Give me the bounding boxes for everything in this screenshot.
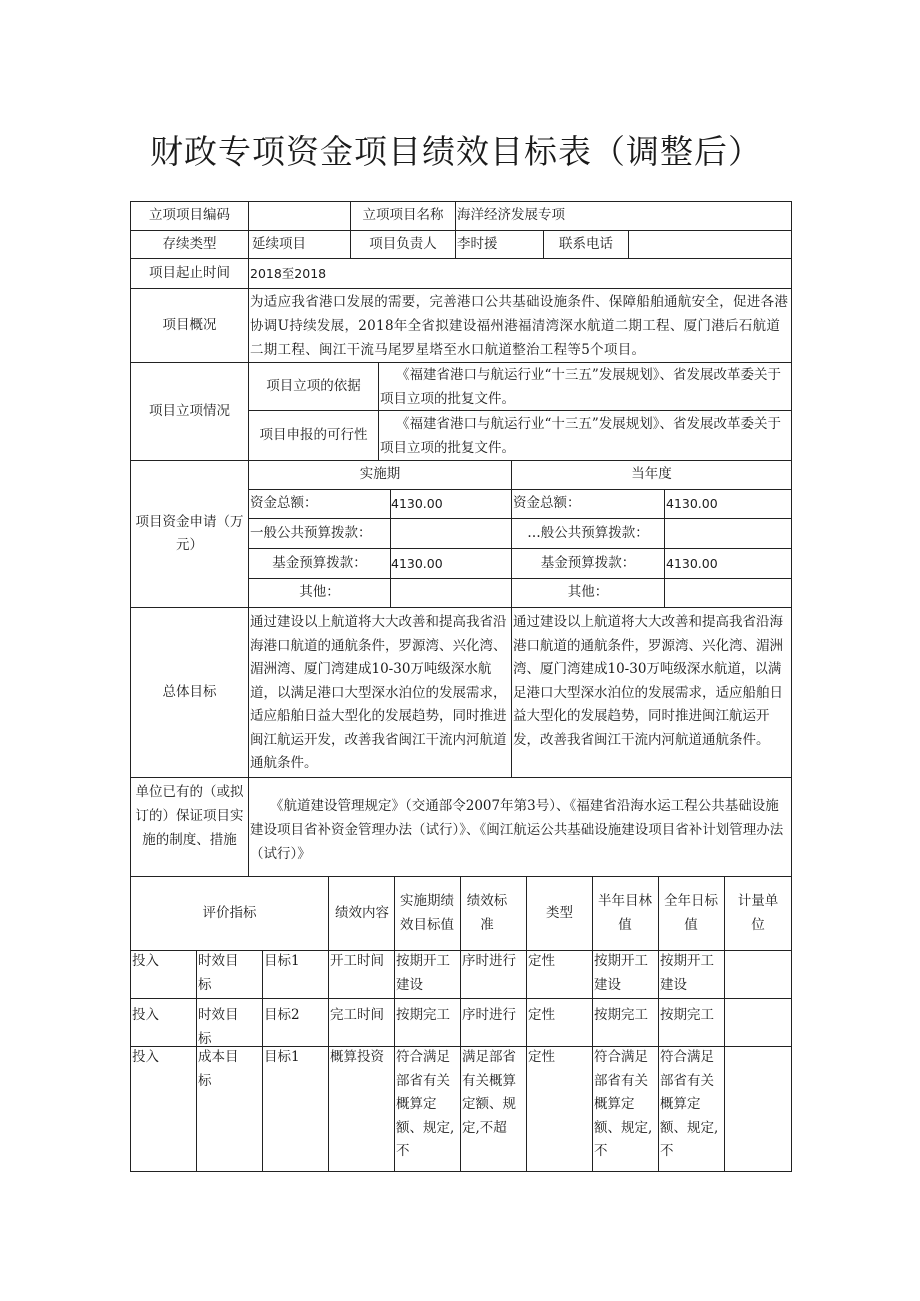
- r1-c3: 目标1: [264, 953, 300, 969]
- r1-content: 开工时间: [330, 953, 384, 969]
- goal-year-text: 通过建设以上航道将大大改善和提高我省沿海港口航道的通航条件，罗源湾、兴化湾、湄洲湾、厦门湾建成10-30万吨级深水航道，以满足港口大型深水泊位的发展需求，适应船舶日益大型化的发展趋势，同时推进闽江航运开发，改善我省闽江干流内河航道通航条件。: [513, 614, 783, 748]
- r2-c1: 投入: [132, 1007, 159, 1023]
- r3-c2: 成本目标: [198, 1049, 239, 1089]
- phone-value: [630, 231, 788, 258]
- system-label: 单位已有的（或拟订的）保证项目实施的制度、措施: [135, 784, 244, 848]
- r2-type: 定性: [528, 1007, 555, 1023]
- r2-c2: 时效目标: [198, 1007, 239, 1046]
- other-value-year: [666, 579, 790, 607]
- total-label-impl: 资金总额：: [250, 495, 318, 512]
- r3-impl: 符合满足部省有关概算定额、规定,不: [396, 1049, 455, 1159]
- fund-label-year: 基金预算拨款：: [540, 554, 636, 571]
- other-label-year: 其他：: [567, 584, 609, 601]
- r1-standard: 序时进行: [462, 953, 516, 969]
- r1-c2: 时效目标: [198, 953, 239, 993]
- overview-text: 为适应我省港口发展的需要，完善港口公共基础设施条件、保障船舶通航安全，促进各港协调U持续发展，2018年全省拟建设福州港福清湾深水航道二期工程、厦门港后石航道二期工程、闽江干流马尾罗星塔至水口航道整治工程等5个项目。: [250, 294, 789, 358]
- basis-label: 项目立项的依据: [266, 377, 361, 394]
- public-label-year: …般公共预算拨款：: [527, 524, 649, 541]
- total-value-impl: 4130.00: [391, 496, 443, 512]
- r3-c1: 投入: [132, 1049, 159, 1065]
- leader-value: 李时援: [457, 235, 498, 252]
- name-label: 立项项目名称: [362, 207, 444, 224]
- r2-impl: 按期完工: [396, 1007, 450, 1023]
- public-value-impl: [391, 519, 511, 548]
- system-text: 《航道建设管理规定》（交通部令2007年第3号）、《福建省沿海水运工程公共基础设施建设项目省补资金管理办法（试行）》、《闽江航运公共基础设施建设项目省补计划管理办法（试行）》: [250, 798, 784, 862]
- total-value-year: 4130.00: [666, 496, 718, 512]
- r1-type: 定性: [528, 953, 555, 969]
- r2-c3: 目标2: [264, 1007, 300, 1023]
- type-label: 存续类型: [162, 235, 217, 252]
- r3-type: 定性: [528, 1049, 555, 1065]
- fund-value-year: 4130.00: [666, 555, 718, 571]
- name-value: 海洋经济发展专项: [457, 207, 565, 224]
- leader-label: 项目负责人: [369, 235, 437, 252]
- th-impl-target: 实施期绩效目标值: [400, 893, 454, 933]
- th-indicator: 评价指标: [202, 904, 257, 921]
- r3-unit: [726, 1046, 788, 1171]
- page-title: 财政专项资金项目绩效目标表（调整后）: [150, 132, 762, 171]
- period-label: 项目起止时间: [149, 264, 230, 281]
- period-value: 2018至2018: [250, 265, 327, 281]
- th-content: 绩效内容: [335, 904, 389, 921]
- other-value-impl: [391, 579, 511, 607]
- overview-label: 项目概况: [162, 316, 217, 333]
- year-header: 当年度: [631, 466, 672, 483]
- th-full-year: 全年日标值: [664, 893, 718, 933]
- r1-unit: [726, 950, 788, 998]
- basis-text: 《福建省港口与航运行业“十三五”发展规划》、省发展改革委关于项目立项的批复文件。: [380, 367, 782, 407]
- r1-impl: 按期开工建设: [396, 953, 450, 993]
- goal-impl-text: 通过建设以上航道将大大改善和提高我省沿海港口航道的通航条件，罗源湾、兴化湾、湄洲湾、厦门湾建成10-30万吨级深水航道，以满足港口大型深水泊位的发展需求，适应船舶日益大型化的发展趋势，同时推进闽江航运开发，改善我省闽江干流内河航道通航条件。: [250, 614, 507, 771]
- r3-content: 概算投资: [330, 1049, 384, 1065]
- th-standard: 绩效标准: [466, 893, 508, 933]
- r2-full: 按期完工: [660, 1007, 714, 1023]
- th-type: 类型: [546, 904, 573, 921]
- fund-value-impl: 4130.00: [391, 555, 443, 571]
- type-value: 延续项目: [252, 235, 306, 252]
- feasibility-text: 《福建省港口与航运行业“十三五”发展规划》、省发展改革委关于项目立项的批复文件。: [380, 416, 782, 456]
- r3-standard: 满足部省有关概算定额、规定,不超: [462, 1049, 516, 1136]
- code-label: 立项项目编码: [149, 207, 230, 224]
- funding-label: 项目资金申请（万元）: [135, 513, 244, 553]
- th-half-year: 半年目林值: [598, 893, 652, 933]
- public-label-impl: 一般公共预算拨款：: [250, 524, 372, 541]
- establish-label: 项目立项情况: [149, 402, 230, 419]
- r2-unit: [726, 1004, 788, 1046]
- r2-half: 按期完工: [594, 1007, 648, 1023]
- r3-full: 符合满足部省有关概算定额、规定,不: [660, 1049, 719, 1159]
- goal-label: 总体目标: [162, 683, 217, 700]
- th-unit: 计量单位: [737, 893, 779, 933]
- phone-label: 联系电话: [559, 235, 613, 252]
- r1-half: 按期开工建设: [594, 953, 648, 993]
- r3-half: 符合满足部省有关概算定额、规定,不: [594, 1049, 653, 1159]
- r1-full: 按期开工建设: [660, 953, 714, 993]
- r2-content: 完工时间: [330, 1007, 384, 1023]
- other-label-impl: 其他：: [299, 584, 340, 601]
- r2-standard: 序时进行: [462, 1007, 516, 1023]
- impl-header: 实施期: [359, 466, 401, 483]
- feasibility-label: 项目申报的可行性: [259, 426, 368, 443]
- public-value-year: [666, 519, 790, 548]
- r3-c3: 目标1: [264, 1049, 300, 1065]
- code-value: [252, 202, 348, 230]
- fund-label-impl: 基金预算拨款：: [272, 554, 367, 571]
- r1-c1: 投入: [132, 953, 159, 969]
- total-label-year: 资金总额：: [513, 495, 581, 512]
